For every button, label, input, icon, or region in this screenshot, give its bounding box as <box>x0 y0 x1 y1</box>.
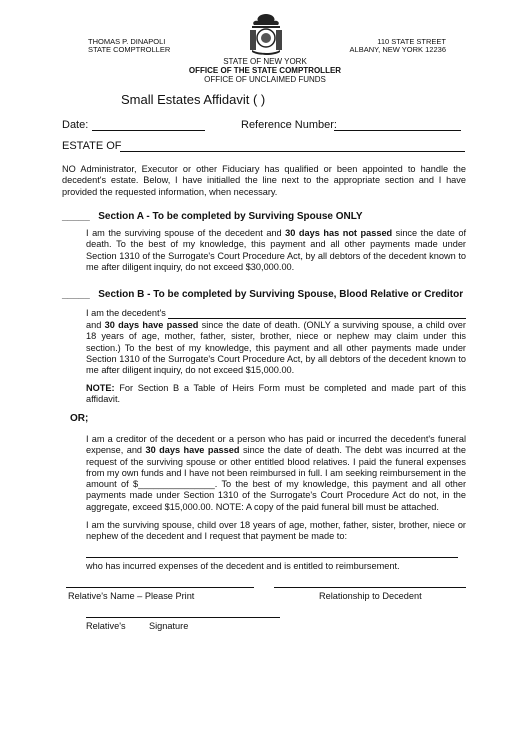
address-line-1: 110 STATE STREET <box>377 37 446 46</box>
state-seal-logo <box>246 12 286 56</box>
signature-label: Signature <box>149 621 189 631</box>
intro-paragraph: NO Administrator, Executor or other Fiduciary has qualified or been appointed to handle the decedent's estate. Below, I have initialled the line next to the appropriate section and I have provided the requested information, when necessary. <box>62 164 466 197</box>
section-b-text-2: since the date of death. (ONLY a surviving spouse, a child over 18 years of age, mother, father, sister, brother, niece or nephew may claim under this section.) To the best of my knowledge, this payment and all other payments made under Section 1310 of the Surrogate's Court Procedure Act, by all debtors of the decedent known to me after diligent inquiry, do not exceed $15,000.00. <box>86 320 466 376</box>
section-b-heading-text: - To be completed by Surviving Spouse, Blood Relative or Creditor <box>144 289 464 300</box>
creditor-text-2: since the date of death. The debt was incurred at the request of the surviving spouse or other entitled blood relatives. I paid the funeral expenses from my own funds and I have not been reimbursed in full. I am seeking reimbursement in the amount of $ <box>86 445 466 490</box>
section-b-text-1: and <box>86 320 105 330</box>
section-b-initial-blank[interactable]: _____ <box>62 289 90 300</box>
creditor-text-3: To the best of my knowledge, this payment and all other payments made under Section 1310 of the Surrogate's Court Procedure Act do not, in the aggregate, exceed $15,000.00. NOTE: A copy of the paid funeral bill must be attached. <box>86 479 467 512</box>
section-a-text-2: since the date of death. To the best of my knowledge, this payment and all other payments made under Section 1310 of the Surrogate's Court Procedure Act, by all debtors of the decedent known to me after diligent inquiry, do not exceed $30,000.00. <box>86 228 466 272</box>
relationship-label: Relationship to Decedent <box>319 591 422 601</box>
relatives-label: Relative's <box>86 621 126 631</box>
decedent-relationship-field[interactable] <box>168 318 466 319</box>
creditor-paragraph <box>86 434 466 513</box>
section-b-text-bold: 30 days have passed <box>104 320 199 330</box>
section-b-label: Section B <box>98 289 145 300</box>
relative-name-field[interactable] <box>66 587 254 588</box>
section-a-initial-blank[interactable]: _____ <box>62 211 90 222</box>
payee-name-field[interactable] <box>86 557 458 558</box>
reimbursement-amount-field[interactable]: _______________. <box>138 479 218 490</box>
estate-of-field[interactable] <box>120 151 465 152</box>
estate-label: ESTATE OF <box>62 140 122 152</box>
header-right <box>350 38 446 54</box>
section-b-note-text: For Section B a Table of Heirs Form must be completed and made part of this affidavit. <box>86 383 466 405</box>
office-name: OFFICE OF THE STATE COMPTROLLER <box>188 66 342 75</box>
date-field[interactable] <box>92 130 205 131</box>
sub-office-name: OFFICE OF UNCLAIMED FUNDS <box>204 75 326 84</box>
reference-number-field[interactable] <box>334 130 461 131</box>
decedent-label: I am the decedent's <box>86 308 166 318</box>
section-a-heading-text: - To be completed by Surviving Spouse ONLY <box>143 211 363 222</box>
section-a-text-1: I am the surviving spouse of the decedent and <box>86 228 286 238</box>
address-line-2: ALBANY, NEW YORK 12236 <box>349 45 446 54</box>
relationship-field[interactable] <box>274 587 466 588</box>
creditor-text-bold: 30 days have passed <box>145 445 240 456</box>
section-b-note <box>86 383 466 406</box>
creditor-text-1: I am a creditor of the decedent or a person who has paid or incurred the decedent's funeral expense, and <box>86 434 466 456</box>
comptroller-title: STATE COMPTROLLER <box>88 45 171 54</box>
section-b-paragraph <box>86 320 466 376</box>
section-a-paragraph <box>86 228 466 273</box>
header-left <box>88 38 170 54</box>
section-b-note-label: NOTE: <box>86 383 115 393</box>
reference-label: Reference Number: <box>241 119 337 131</box>
date-label: Date: <box>62 119 89 131</box>
or-label: OR; <box>70 413 89 424</box>
reimbursement-label: who has incurred expenses of the decedent and is entitled to reimbursement. <box>86 561 400 571</box>
section-a-heading <box>62 206 482 224</box>
spouse-request-paragraph: I am the surviving spouse, child over 18 years of age, mother, father, sister, brother, niece or nephew of the decedent and I request that payment be made to: <box>86 520 466 542</box>
signature-field[interactable] <box>86 617 280 618</box>
section-a-text-bold: 30 days has not passed <box>285 228 393 238</box>
state-name: STATE OF NEW YORK <box>223 57 307 66</box>
section-b-heading <box>62 284 492 302</box>
office-heading <box>0 57 530 84</box>
relative-name-label: Relative's Name – Please Print <box>68 591 195 601</box>
page-title: Small Estates Affidavit ( ) <box>121 92 266 107</box>
comptroller-name: THOMAS P. DINAPOLI <box>88 37 166 46</box>
section-a-label: Section A <box>98 211 144 222</box>
